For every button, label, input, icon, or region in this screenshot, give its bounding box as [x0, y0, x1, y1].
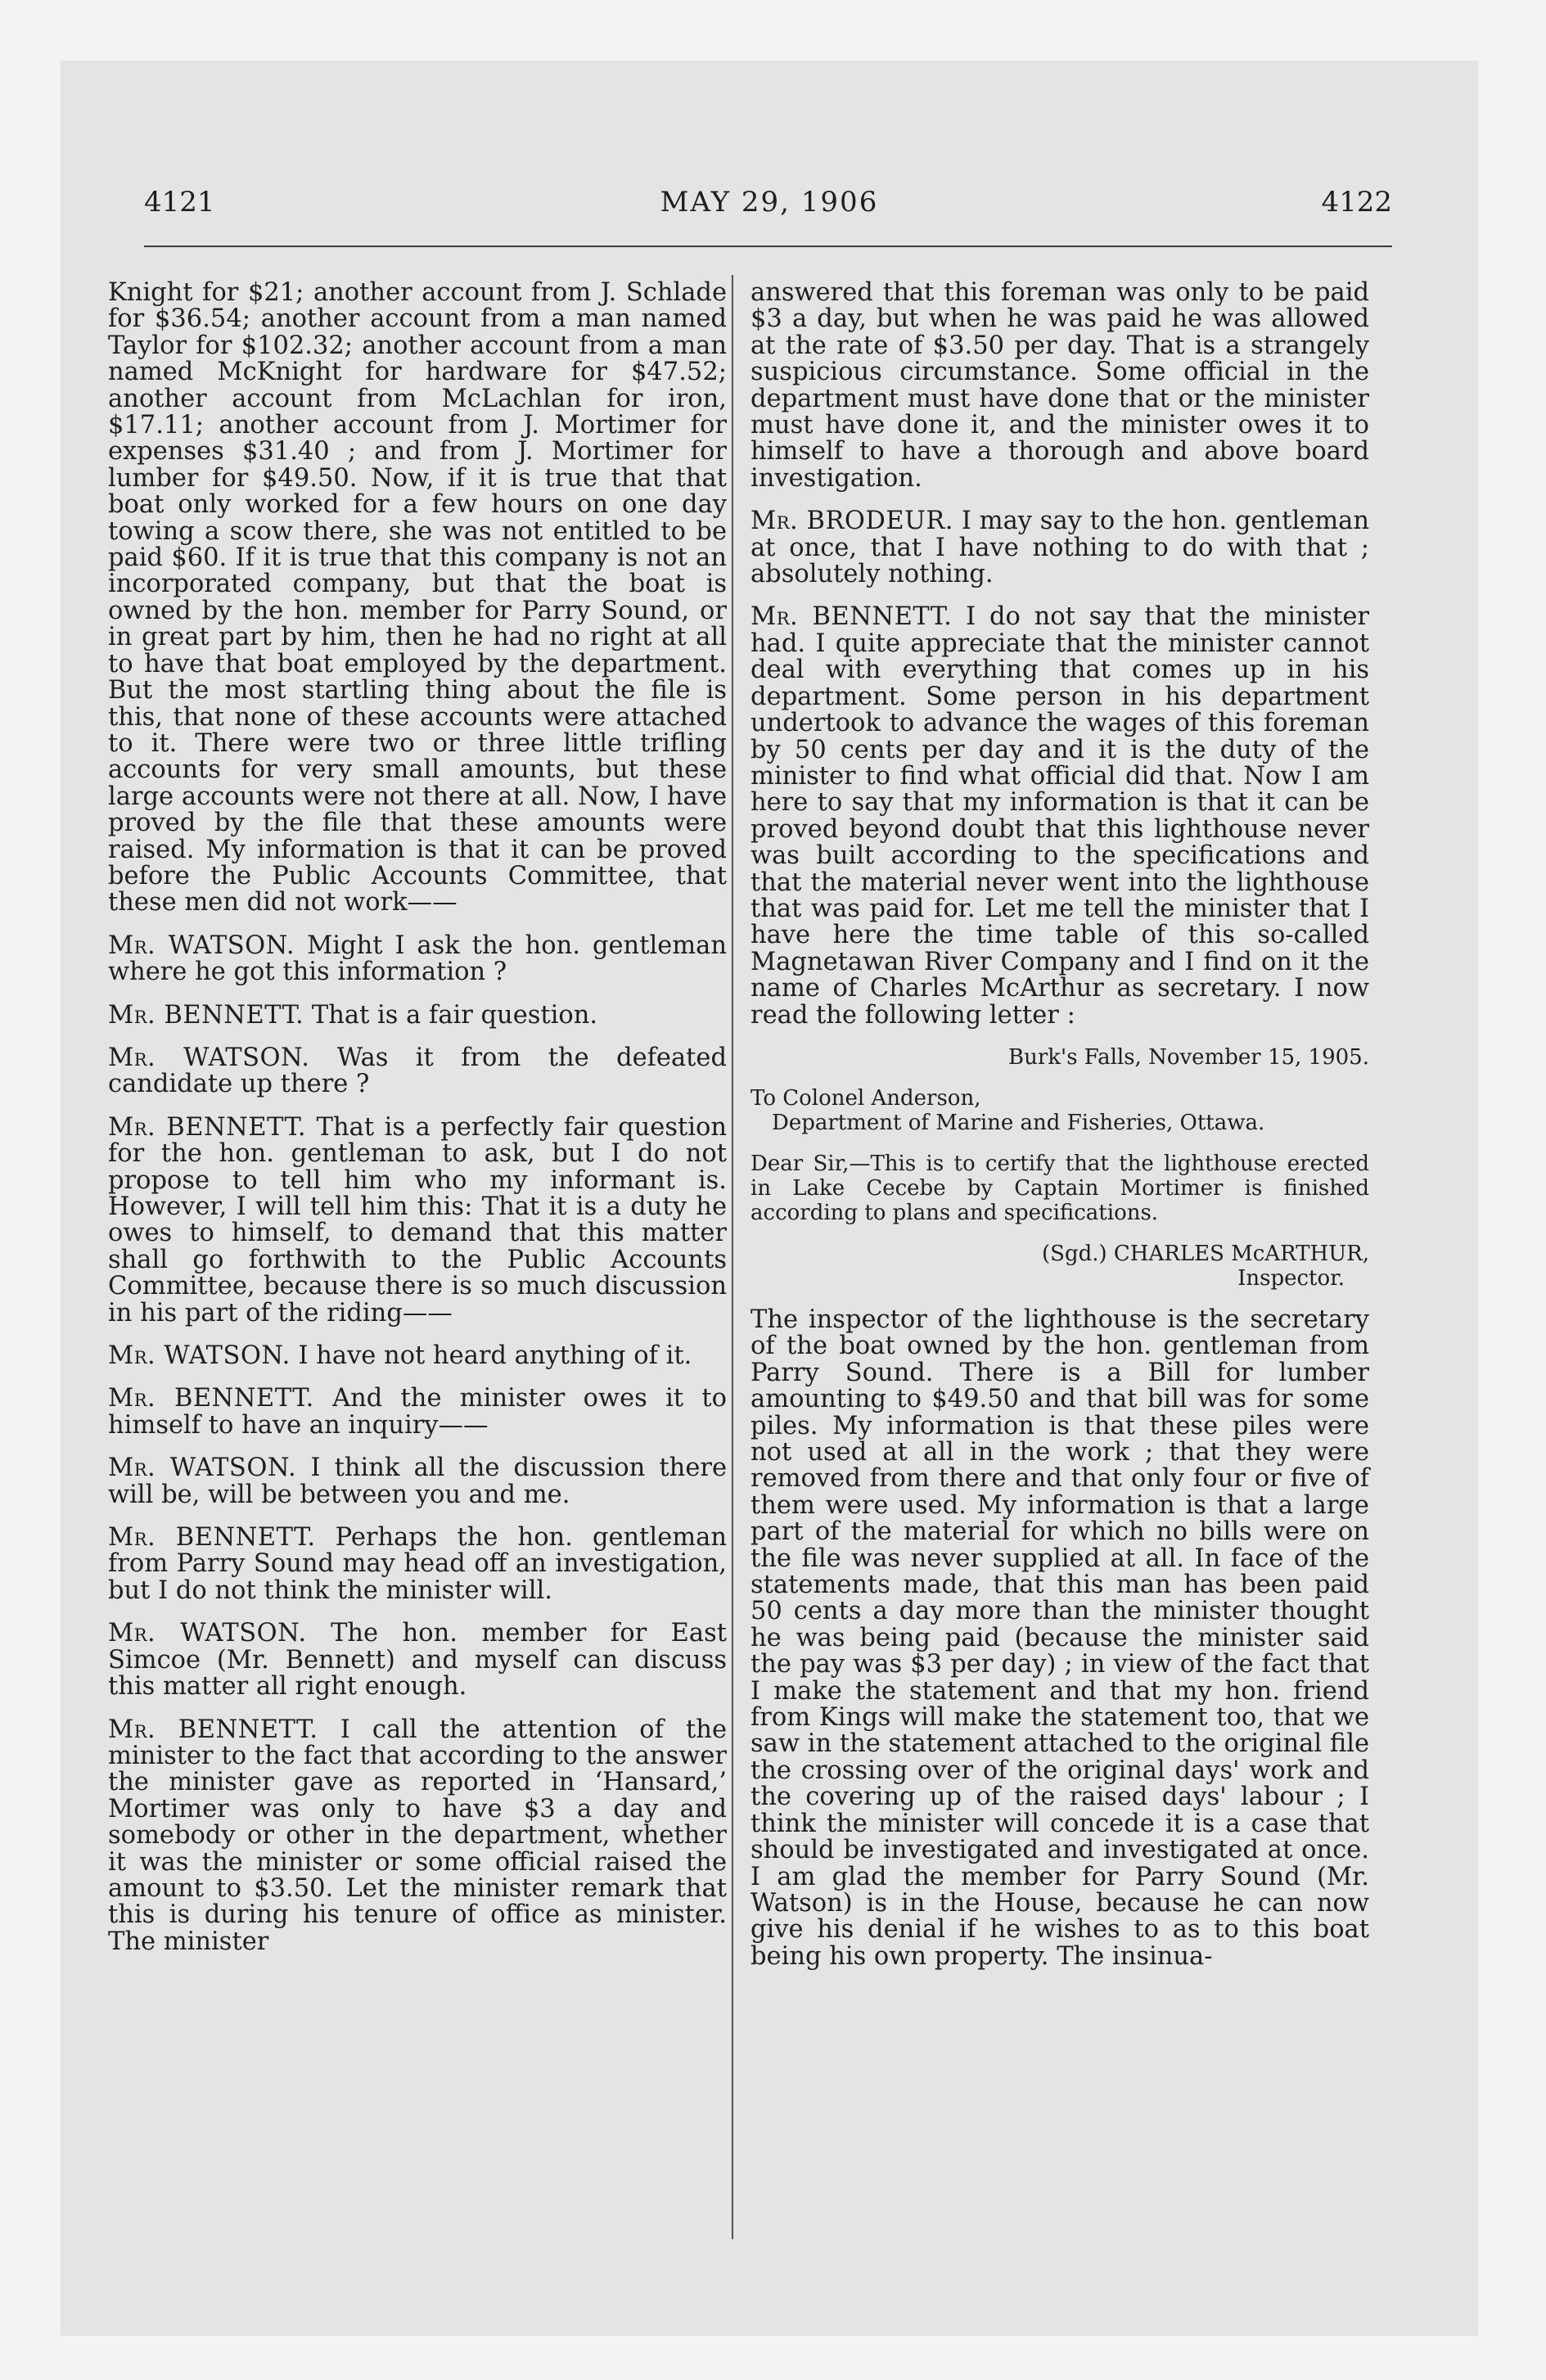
paragraph-text: The inspector of the lighthouse is the secretary of the boat owned by the hon. gentleman from Parry Sound. There is a Bill for lumber amounting to $49.50 and that bill was for some piles. My information is that these piles were not used at all in the work ; that they were removed from there and that only four or five of them were used. My information is that a large part of the material for which no bills were on the file was never supplied at all. In face of the statements made, that this man has been paid 50 cents a day more than the minister thought he was being paid (because the minister said the pay was $3 per day) ; in view of the fact that I make the statement and that my hon. friend from Kings will make the statement too, that we saw in the statement attached to the original file the crossing over of the original days' work and the covering up of the raised days' labour ; I think the minister will concede it is a case that should be investigated and investigated at once. I am glad the member for Parry Sound (Mr. Watson) is in the House, because he can now give his denial if he wishes to as to this boat being his own property. The insinua- [750, 1305, 1369, 1971]
header-date: MAY 29, 1906 [660, 186, 879, 219]
speaker-name: Mr. WATSON. [108, 931, 295, 960]
speech-text: And the minister owes it to himself to have an inquiry—— [108, 1384, 727, 1440]
speech [108, 933, 727, 986]
speech-text: Perhaps the hon. gentleman from Parry Sound may head off an investigation, but I do not think the minister will. [108, 1523, 727, 1605]
paragraph [108, 280, 727, 917]
column-divider [732, 275, 733, 2239]
speech [108, 1000, 727, 1030]
letter-signature: (Sgd.) CHARLES McARTHUR, [1041, 1241, 1369, 1266]
letter-department: Department of Marine and Fisheries, Ottawa. [772, 1110, 1265, 1135]
left-column [108, 280, 727, 1972]
paragraph-text: answered that this foreman was only to be paid $3 a day, but when he was paid he was allowed at the rate of $3.50 per day. That is a strangely suspicious circumstance. Some official in the department must have done that or the minister must have done it, and the minister owes it to himself to have a thorough and above board investigation. [750, 278, 1369, 493]
speaker-name: Mr. WATSON. [108, 1454, 297, 1483]
speech [108, 1525, 727, 1604]
letter-title-row [750, 1266, 1369, 1291]
letter-place-date: Burk's Falls, November 15, 1905. [1008, 1044, 1369, 1070]
speech-text: That is a perfectly fair question for the hon. gentleman to ask, but I do not propose to tell him who my informant is. However, I will tell him this: That it is a duty he owes to himself, to demand that this matter shall go forthwith to the Public Accounts Committee, because there is so much discussion in his part of the riding—— [108, 1112, 727, 1327]
speech-text: I think all the discussion there will be, will be between you and me. [108, 1454, 728, 1509]
page-number-left: 4121 [144, 186, 215, 219]
speaker-name: Mr. WATSON. [108, 1619, 307, 1648]
speech [108, 1045, 727, 1098]
speech [108, 1112, 727, 1327]
speech-text: That is a fair question. [311, 1000, 598, 1030]
speaker-name: Mr. BRODEUR. [750, 507, 953, 536]
letter-signer-title: Inspector. [1237, 1265, 1345, 1291]
page-number-right: 4122 [1321, 186, 1392, 219]
speech [108, 1455, 727, 1508]
speech-text: I have not heard anything of it. [298, 1341, 692, 1371]
speech-text: Was it from the defeated candidate up there ? [108, 1043, 727, 1099]
speech [108, 1343, 727, 1369]
paragraph [750, 1307, 1369, 1970]
right-column [750, 280, 1369, 1986]
page-header [61, 186, 1478, 235]
quoted-letter [750, 1045, 1369, 1291]
speaker-name: Mr. BENNETT. [750, 602, 953, 632]
speech-text: I do not say that the minister had. I quite appreciate that the minister cannot deal with everything that comes up in his department. Some person in his department undertook to advance the wages of this foreman by 50 cents per day and it is the duty of the minister to find what official did that. Now I am here to say that my information is that it can be proved beyond doubt that this lighthouse never was built according to the specifications and that the material never went into the lighthouse that was paid for. Let me tell the minister that I have here the time table of this so-called Magnetawan River Company and I find on it the name of Charles McArthur as secretary. I now read the following letter : [750, 602, 1369, 1030]
speaker-name: Mr. BENNETT. [108, 1715, 318, 1744]
speech-text: I may say to the hon. gentleman at once, that I have nothing to do with that ; absolutely nothing. [750, 507, 1369, 589]
speech [108, 1620, 727, 1700]
speech [750, 508, 1369, 588]
paragraph [750, 280, 1369, 492]
scanned-page [61, 61, 1478, 2336]
header-rule [144, 246, 1392, 247]
speech-text: The hon. member for East Simcoe (Mr. Bennett) and myself can discuss this matter all right enough. [108, 1619, 727, 1702]
speaker-name: Mr. WATSON. [108, 1341, 291, 1371]
speech [108, 1717, 727, 1956]
speaker-name: Mr. BENNETT. [108, 1523, 316, 1553]
speech-text: Might I ask the hon. gentleman where he got this information ? [108, 931, 728, 987]
speech [750, 604, 1369, 1029]
speaker-name: Mr. WATSON. [108, 1043, 310, 1072]
speech [108, 1386, 727, 1439]
speech-text: I call the attention of the minister to the fact that according to the answer the minister gave as reported in ‘Hansard,’ Mortimer was only to have $3 a day and somebody or other in the department, whether it was the minister or some official raised the amount to $3.50. Let the minister remark that this is during his tenure of office as minister. The minister [108, 1715, 727, 1956]
speaker-name: Mr. BENNETT. [108, 1112, 307, 1142]
letter-addressee: To Colonel Anderson, [750, 1085, 981, 1111]
speaker-name: Mr. BENNETT. [108, 1000, 304, 1030]
paragraph-text: Knight for $21; another account from J. Schlade for $36.54; another account from a man named Taylor for $102.32; another account from a man named McKnight for hardware for $47.52; another account from McLachlan for iron, $17.11; another account from J. Mortimer for expenses $31.40 ; and from J. Mortimer for lumber for $49.50. Now, if it is true that that boat only worked for a few hours on one day towing a scow there, she was not entitled to be paid $60. If it is true that this company is not an incorporated company, but that the boat is owned by the hon. member for Parry Sound, or in great part by him, then he had no right at all to have that boat employed by the department. But the most startling thing about the file is this, that none of these accounts were attached to it. There were two or three little trifling accounts for very small amounts, but these large accounts were not there at all. Now, I have proved by the file that these amounts were raised. My information is that it can be proved before the Public Accounts Committee, that these men did not work—— [108, 278, 727, 917]
speaker-name: Mr. BENNETT. [108, 1384, 314, 1413]
letter-body: Dear Sir,—This is to certify that the lighthouse erected in Lake Cecebe by Captain Mortimer is finished according to plans and specifications. [750, 1151, 1369, 1225]
